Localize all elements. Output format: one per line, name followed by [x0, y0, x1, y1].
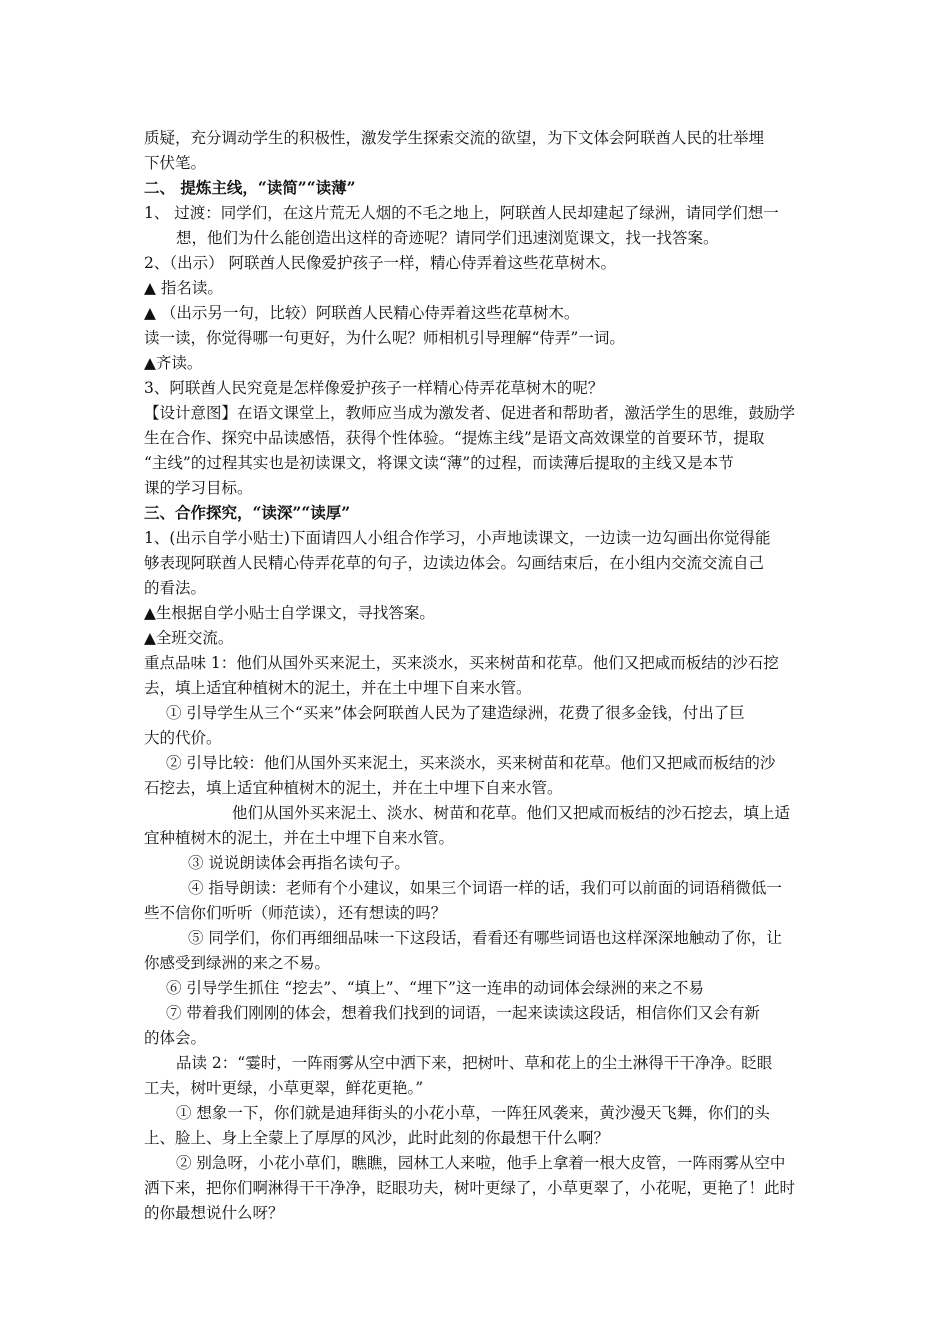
- text-line: 品读 2：“霎时，一阵雨雾从空中洒下来，把树叶、草和花上的尘土淋得干干净净。眨眼: [176, 1054, 773, 1072]
- text-line: 生在合作、探究中品读感悟，获得个性体验。“提炼主线”是语文高效课堂的首要环节，提取: [144, 429, 765, 447]
- text-line: 去，填上适宜种植树木的泥土，并在土中埋下自来水管。: [144, 679, 532, 697]
- text-line: 2、（出示） 阿联酋人民像爱护孩子一样，精心侍弄着这些花草树木。: [144, 254, 617, 272]
- text-line: ⑤ 同学们，你们再细细品味一下这段话，看看还有哪些词语也这样深深地触动了你，让: [188, 929, 782, 947]
- text-line: 你感受到绿洲的来之不易。: [144, 954, 331, 972]
- text-line: 想，他们为什么能创造出这样的奇迹呢？请同学们迅速浏览课文，找一找答案。: [176, 229, 719, 247]
- text-line: ▲齐读。: [144, 354, 203, 372]
- text-line: 读一读，你觉得哪一句更好，为什么呢？师相机引导理解“侍弄”一词。: [144, 329, 625, 347]
- text-line: ▲ 指名读。: [144, 279, 223, 297]
- text-line: 质疑，充分调动学生的积极性，激发学生探索交流的欲望，为下文体会阿联酋人民的壮举埋: [144, 129, 765, 147]
- text-line: 工夫，树叶更绿，小草更翠，鲜花更艳。”: [144, 1079, 424, 1097]
- text-line: ▲ （出示另一句，比较）阿联酋人民精心侍弄着这些花草树木。: [144, 304, 580, 322]
- text-line: ① 想象一下，你们就是迪拜街头的小花小草，一阵狂风袭来，黄沙漫天飞舞，你们的头: [176, 1104, 770, 1122]
- text-line: ⑥ 引导学生抓住 “挖去”、“填上”、“埋下”这一连串的动词体会绿洲的来之不易: [166, 979, 704, 997]
- text-line: 的你最想说什么呀？: [144, 1204, 284, 1222]
- section-heading: 二、 提炼主线，“读简”“读薄”: [144, 178, 356, 197]
- text-line: 课的学习目标。: [144, 479, 253, 497]
- text-line: 下伏笔。: [144, 154, 207, 172]
- text-line: 3、阿联酋人民究竟是怎样像爱护孩子一样精心侍弄花草树木的呢？: [144, 379, 604, 397]
- text-line: 够表现阿联酋人民精心侍弄花草的句子，边读边体会。勾画结束后，在小组内交流交流自己: [144, 554, 765, 572]
- text-line: 上、脸上、身上全蒙上了厚厚的风沙，此时此刻的你最想干什么啊？: [144, 1129, 610, 1147]
- text-line: ① 引导学生从三个“买来”体会阿联酋人民为了建造绿洲，花费了很多金钱，付出了巨: [166, 704, 745, 722]
- text-line: 他们从国外买来泥土、淡水、树苗和花草。他们又把咸而板结的沙石挖去，填上适: [232, 804, 791, 822]
- text-line: 1、(出示自学小贴士)下面请四人小组合作学习，小声地读课文，一边读一边勾画出你觉得能: [144, 529, 771, 547]
- text-line: 些不信你们听听（师范读），还有想读的吗？: [144, 904, 447, 922]
- text-line: “主线”的过程其实也是初读课文，将课文读“薄”的过程，而读薄后提取的主线又是本节: [144, 454, 734, 472]
- text-line: ▲全班交流。: [144, 629, 234, 647]
- text-line: ② 引导比较：他们从国外买来泥土，买来淡水，买来树苗和花草。他们又把咸而板结的沙: [166, 754, 776, 772]
- text-line: 1、 过渡：同学们，在这片荒无人烟的不毛之地上，阿联酋人民却建起了绿洲，请同学们想一: [144, 204, 779, 222]
- section-heading: 三、合作探究，“读深”“读厚”: [144, 503, 351, 522]
- text-line: ⑦ 带着我们刚刚的体会，想着我们找到的词语，一起来读读这段话，相信你们又会有新: [166, 1004, 760, 1022]
- text-line: 石挖去，填上适宜种植树木的泥土，并在土中埋下自来水管。: [144, 779, 563, 797]
- text-line: 的看法。: [144, 579, 207, 597]
- text-line: ④ 指导朗读：老师有个小建议，如果三个词语一样的话，我们可以前面的词语稍微低一: [188, 879, 782, 897]
- text-line: 【设计意图】在语文课堂上，教师应当成为激发者、促进者和帮助者，激活学生的思维，鼓励学: [144, 404, 796, 422]
- text-line: 大的代价。: [144, 729, 222, 747]
- text-line: 重点品味 1：他们从国外买来泥土，买来淡水，买来树苗和花草。他们又把咸而板结的沙石挖: [144, 654, 779, 672]
- text-line: 的体会。: [144, 1029, 207, 1047]
- text-line: 宜种植树木的泥土，并在土中埋下自来水管。: [144, 829, 455, 847]
- text-line: 洒下来，把你们啊淋得干干净净，眨眼功夫，树叶更绿了，小草更翠了，小花呢，更艳了！此时: [144, 1179, 796, 1197]
- text-line: ③ 说说朗读体会再指名读句子。: [188, 854, 410, 872]
- text-line: ▲生根据自学小贴士自学课文，寻找答案。: [144, 604, 435, 622]
- text-line: ② 别急呀，小花小草们，瞧瞧，园林工人来啦，他手上拿着一根大皮管，一阵雨雾从空中: [176, 1154, 786, 1172]
